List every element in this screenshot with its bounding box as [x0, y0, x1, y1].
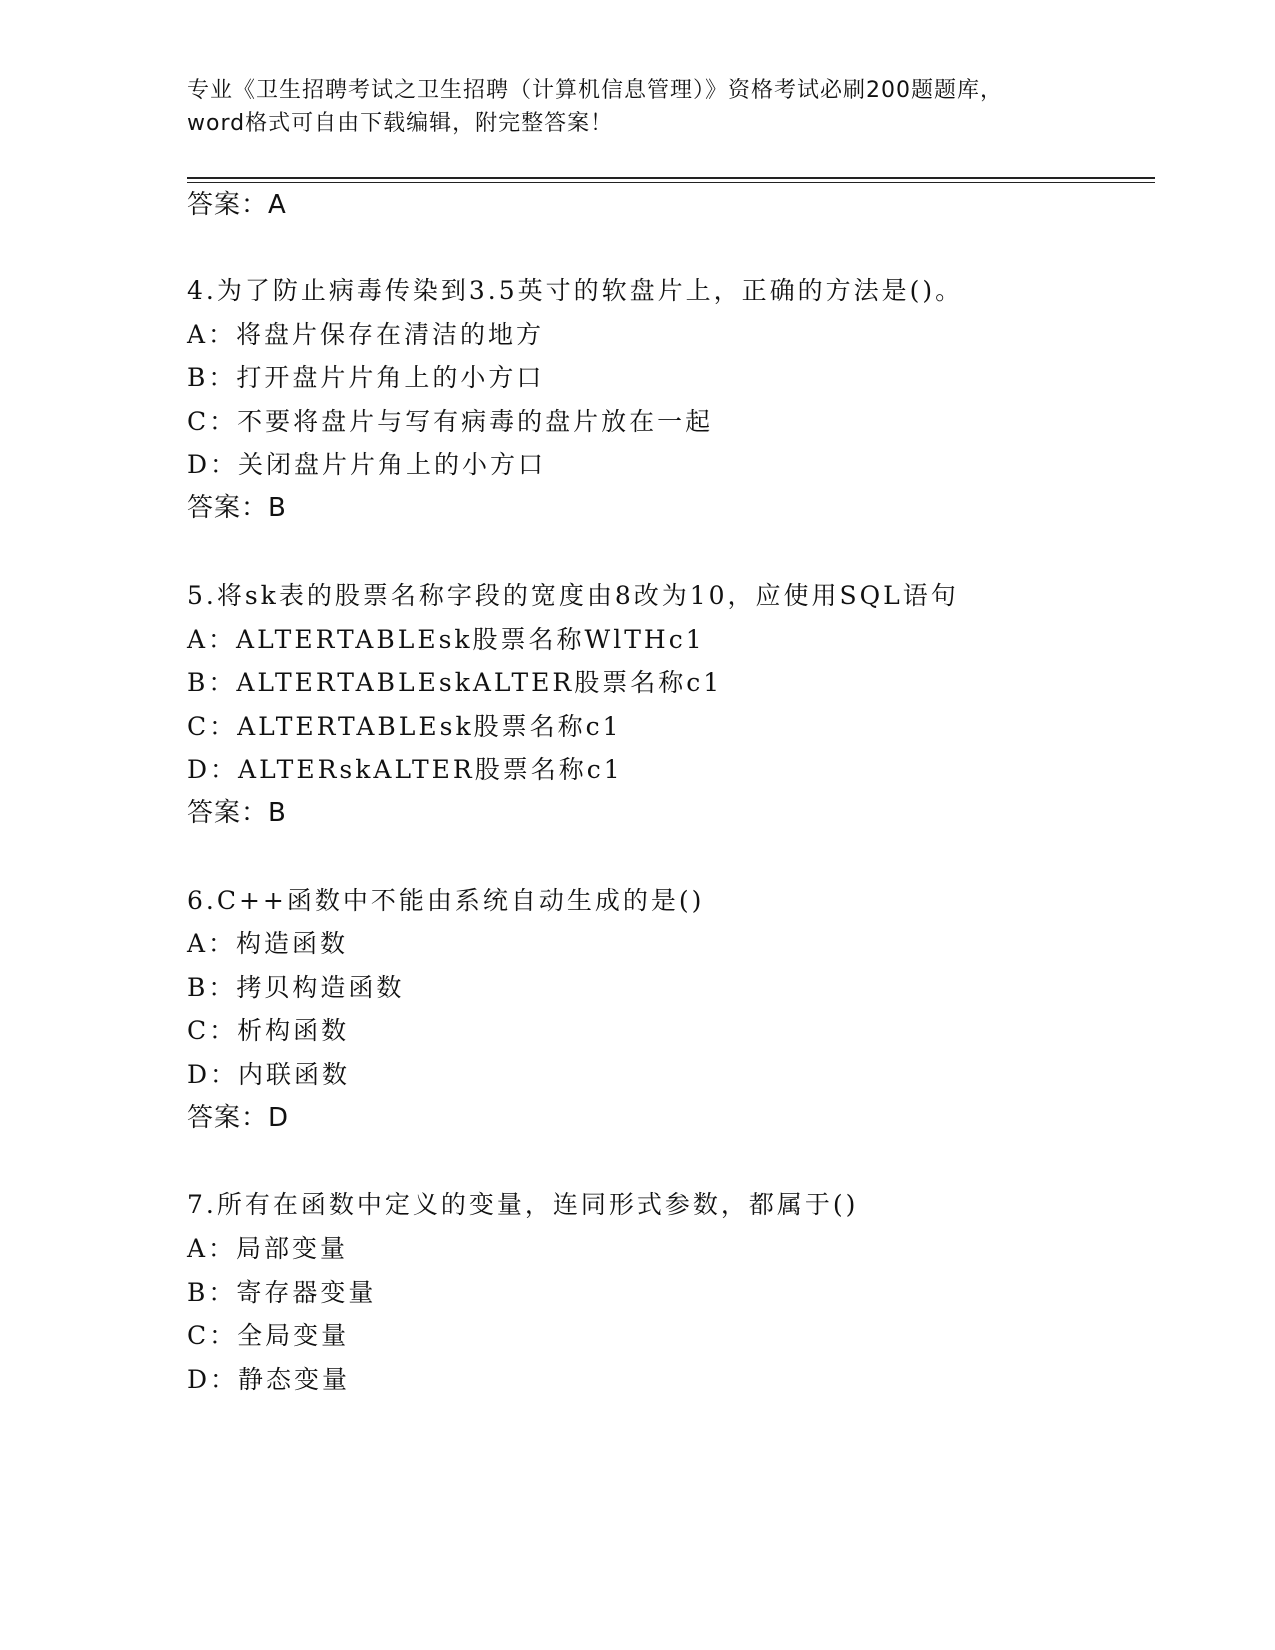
- option-c: C：析构函数: [187, 1016, 350, 1045]
- option-a: A：ALTERTABLEsk股票名称WlTHc1: [187, 625, 705, 654]
- option-d: D：关闭盘片片角上的小方口: [187, 450, 547, 479]
- option-c: C：全局变量: [187, 1321, 350, 1350]
- header-line-2: word格式可自由下载编辑，附完整答案！: [187, 111, 614, 136]
- option-a: A：将盘片保存在清洁的地方: [187, 320, 545, 349]
- option-b: B：拷贝构造函数: [187, 973, 405, 1002]
- header-divider-thick: [187, 177, 1155, 179]
- question-stem: 4.为了防止病毒传染到3.5英寸的软盘片上，正确的方法是()。: [187, 276, 964, 305]
- answer-label: 答案：D: [187, 1103, 290, 1133]
- option-b: B：ALTERTABLEskALTER股票名称c1: [187, 668, 723, 697]
- option-a: A：构造函数: [187, 929, 349, 958]
- question-stem: 7.所有在函数中定义的变量，连同形式参数，都属于(): [187, 1190, 859, 1219]
- option-c: C：不要将盘片与写有病毒的盘片放在一起: [187, 407, 714, 436]
- document-header: [187, 74, 1087, 140]
- option-d: D：内联函数: [187, 1060, 351, 1089]
- option-a: A：局部变量: [187, 1234, 349, 1263]
- option-b: B：寄存器变量: [187, 1278, 377, 1307]
- answer-label: 答案：B: [187, 493, 287, 523]
- option-b: B：打开盘片片角上的小方口: [187, 363, 545, 392]
- option-d: D：静态变量: [187, 1365, 351, 1394]
- header-divider-thin: [187, 182, 1155, 183]
- question-stem: 6.C++函数中不能由系统自动生成的是(): [187, 886, 705, 915]
- option-c: C：ALTERTABLEsk股票名称c1: [187, 712, 622, 741]
- option-d: D：ALTERskALTER股票名称c1: [187, 755, 623, 784]
- header-line-1: 专业《卫生招聘考试之卫生招聘（计算机信息管理）》资格考试必刷200题题库，: [187, 78, 1003, 103]
- answer-label: 答案：B: [187, 798, 287, 828]
- answer-label: 答案：A: [187, 190, 287, 220]
- question-stem: 5.将sk表的股票名称字段的宽度由8改为10，应使用SQL语句: [187, 581, 959, 610]
